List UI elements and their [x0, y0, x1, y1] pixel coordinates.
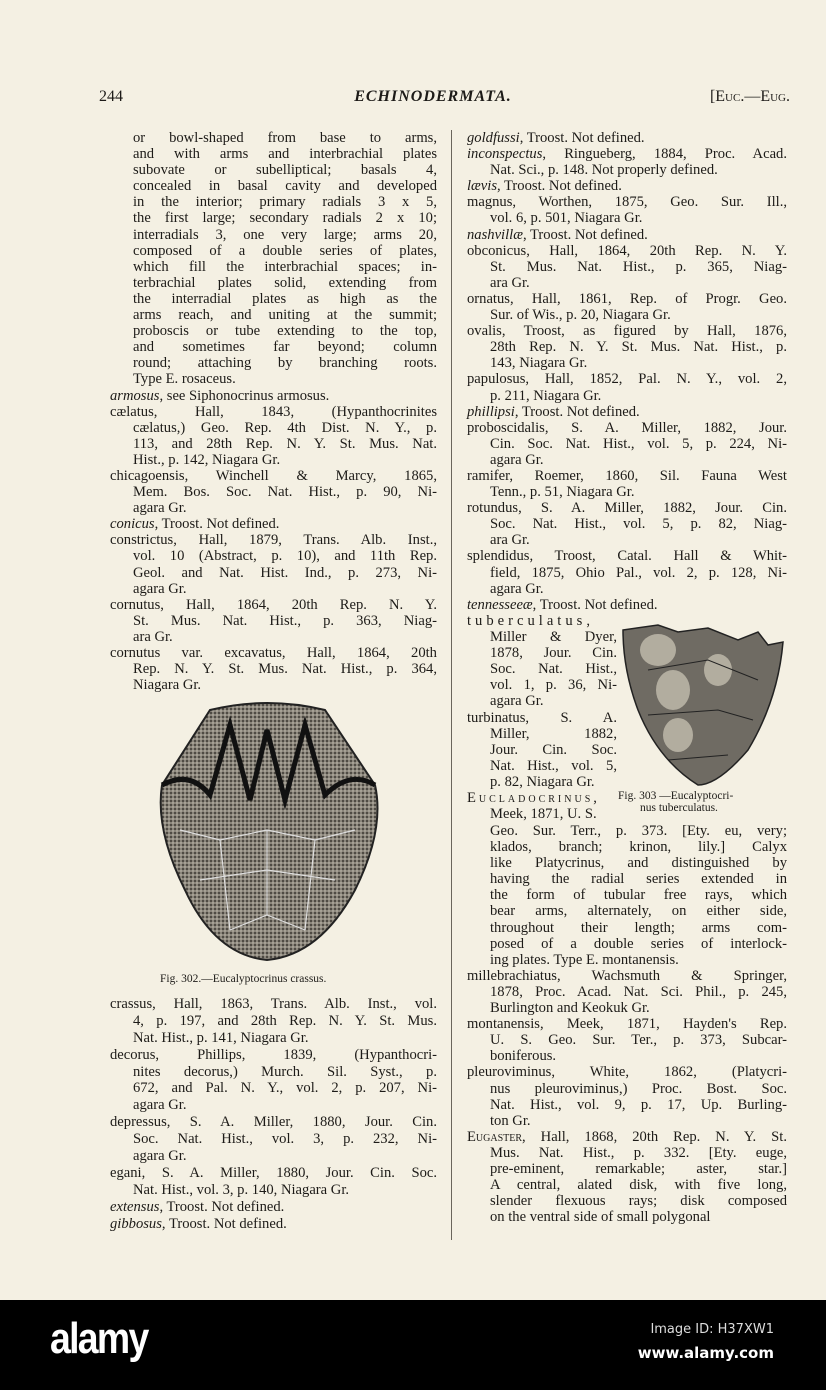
- entry-text: A central, alated disk, with five long,: [490, 1177, 787, 1194]
- entry-text: Nat. Hist., vol. 9, p. 17, Up. Burling-: [490, 1096, 787, 1113]
- entry-line: [467, 1016, 787, 1032]
- entry-line: [467, 984, 787, 1000]
- entry-name: extensus: [110, 1198, 160, 1215]
- entry-line: [467, 130, 787, 146]
- entry-line: [110, 1097, 437, 1114]
- entry-name: cornutus var. excavatus: [110, 645, 282, 661]
- entry-name: egani: [110, 1164, 142, 1181]
- entry-name: goldfussi: [467, 130, 520, 146]
- entry-line: [467, 629, 617, 645]
- entry-text: Miller & Dyer,: [490, 629, 617, 646]
- entry-text: Burlington and Keokuk Gr.: [490, 1000, 650, 1017]
- dictionary-entry: [110, 1047, 437, 1115]
- entry-line: [110, 516, 437, 532]
- entry-text: Niagara Gr.: [133, 677, 202, 694]
- figure-303-crinoid-illustration: [618, 620, 788, 788]
- intro-line: composed of a double series of plates,: [133, 242, 437, 259]
- entry-text: Miller, 1882,: [490, 725, 617, 742]
- column-divider: [451, 130, 452, 1240]
- entry-line: [467, 355, 787, 371]
- entry-line: [110, 1080, 437, 1097]
- entry-text: , Hall, 1864, 20th: [281, 645, 437, 661]
- entry-line: [467, 259, 787, 275]
- entry-line: [110, 1131, 437, 1148]
- entry-line: [467, 468, 787, 484]
- entry-line: [467, 726, 617, 742]
- entry-text: Nat. Hist., vol. 3, p. 140, Niagara Gr.: [133, 1181, 350, 1198]
- entry-name: pleuroviminus: [467, 1064, 552, 1081]
- entry-line: [467, 1145, 787, 1161]
- entry-text: Mus. Nat. Hist., p. 332. [Ety. euge,: [490, 1144, 787, 1161]
- entry-line: [467, 790, 617, 806]
- entry-line: [467, 484, 787, 500]
- entry-name: crassus: [110, 996, 153, 1012]
- entry-line: [467, 339, 787, 355]
- entry-text: pre-eminent, remarkable; aster, star.]: [490, 1160, 787, 1177]
- figure-302-crinoid-illustration: [150, 700, 385, 965]
- entry-line: [110, 1047, 437, 1064]
- entry-text: , Troost, Catal. Hall & Whit-: [529, 548, 787, 565]
- entry-name: chicagoensis: [110, 467, 185, 484]
- entry-text: , Hall, 1852, Pal. N. Y., vol. 2,: [525, 371, 787, 388]
- entry-line: [110, 1216, 437, 1233]
- entry-text: , S. A. Miller, 1880, Jour. Cin. Soc.: [141, 1164, 437, 1181]
- entry-text: boniferous.: [490, 1048, 557, 1065]
- entry-text: ton Gr.: [490, 1112, 531, 1129]
- dictionary-entry: [467, 1016, 787, 1064]
- entry-text: , S. A. Miller, 1882, Jour. Cin.: [518, 500, 787, 517]
- figure-303-caption-line-1: Fig. 303 —Eucalyptocri-: [618, 790, 734, 802]
- entry-name: ovalis: [467, 323, 502, 340]
- entry-text: , Troost. Not defined.: [514, 403, 640, 420]
- dictionary-entry: [110, 1165, 437, 1199]
- entry-line: [467, 388, 787, 404]
- dictionary-entry: [110, 1114, 437, 1165]
- entry-line: [110, 436, 437, 452]
- running-title: ECHINODERMATA.: [354, 88, 512, 105]
- entry-text: Meek, 1871, U. S.: [490, 806, 597, 823]
- entry-text: agara Gr.: [133, 1148, 187, 1165]
- watermark-banner: [0, 1300, 826, 1390]
- entry-text: , White, 1862, (Platycri-: [551, 1064, 787, 1081]
- dictionary-entry: [467, 548, 787, 596]
- entry-text: Soc. Nat. Hist., vol. 3, p. 232, Ni-: [133, 1131, 437, 1148]
- entry-text: vol. 1, p. 36, Ni-: [490, 677, 617, 694]
- dictionary-entry: [467, 468, 787, 500]
- description-line: bear arms, alternately, on either side,: [490, 903, 787, 920]
- entry-line: [467, 806, 617, 822]
- entry-text: , Phillips, 1839, (Hypanthocri-: [155, 1046, 437, 1063]
- dictionary-entry: [467, 178, 787, 194]
- entry-name: lævis: [467, 178, 497, 195]
- entry-line: [467, 1161, 787, 1177]
- entry-line: [110, 629, 437, 645]
- entry-text: , Hall, 1864, 20th Rep. N. Y.: [160, 596, 437, 613]
- entry-line: [467, 758, 617, 774]
- entry-text: vol. 6, p. 501, Niagara Gr.: [490, 210, 643, 227]
- dictionary-entry: [110, 468, 437, 516]
- entry-text: , Troost. Not defined.: [159, 1198, 285, 1215]
- entry-line: [467, 500, 787, 516]
- entry-text: cælatus,) Geo. Rep. 4th Dist. N. Y., p.: [133, 419, 437, 436]
- intro-line: concealed in basal cavity and developed: [133, 178, 437, 195]
- entry-text: Jour. Cin. Soc.: [490, 741, 617, 758]
- dictionary-entry: [467, 1129, 787, 1226]
- entry-text: , S. A. Miller, 1880, Jour. Cin.: [166, 1114, 437, 1131]
- entry-line: [110, 1148, 437, 1165]
- entry-line: [110, 661, 437, 677]
- entry-line: [110, 613, 437, 629]
- entry-text: U. S. Geo. Sur. Ter., p. 373, Subcar-: [490, 1032, 787, 1049]
- intro-line: in the interior; primary radials 3 x 5,: [133, 194, 437, 211]
- entry-line: [467, 1209, 787, 1225]
- entry-line: [467, 1193, 787, 1209]
- right-column-narrow: [467, 613, 617, 822]
- intro-line: terbrachial plates solid, extending from: [133, 274, 437, 291]
- entry-line: [467, 1048, 787, 1064]
- dictionary-entry: [467, 710, 617, 790]
- entry-text: agara Gr.: [133, 500, 187, 517]
- entry-line: [110, 597, 437, 613]
- entry-name: ramifer: [467, 467, 510, 484]
- intro-line: or bowl-shaped from base to arms,: [133, 130, 437, 146]
- entry-text: , Hall, 1861, Rep. of Progr. Geo.: [509, 290, 787, 307]
- entry-line: [467, 581, 787, 597]
- entry-name: rotundus: [467, 500, 519, 517]
- entry-text: nus pleuroviminus,) Proc. Bost. Soc.: [490, 1080, 787, 1097]
- image-id: Image ID: H37XW1: [650, 1322, 774, 1337]
- dictionary-entry: [467, 420, 787, 468]
- entry-name: proboscidalis: [467, 419, 545, 436]
- entry-name: tuberculatus: [467, 613, 587, 629]
- entry-line: [110, 677, 437, 693]
- dictionary-entry: [467, 968, 787, 1016]
- left-column-upper: [110, 130, 437, 693]
- entry-name: ornatus: [467, 290, 510, 307]
- entry-text: , Troost. Not defined.: [154, 516, 280, 533]
- entry-line: [467, 420, 787, 436]
- dictionary-entry: [467, 613, 617, 710]
- entry-name: papulosus: [467, 371, 526, 388]
- entry-line: [110, 484, 437, 500]
- description-line: posed of a double series of interlock-: [490, 935, 787, 952]
- entry-name: obconicus: [467, 242, 527, 259]
- dictionary-entry: [467, 371, 787, 403]
- entry-text: field, 1875, Ohio Pal., vol. 2, p. 128, Ni-: [490, 564, 787, 581]
- entry-text: 113, and 28th Rep. N. Y. St. Mus. Nat.: [133, 435, 437, 452]
- entry-text: , Troost. Not defined.: [522, 226, 648, 243]
- entry-line: [467, 548, 787, 564]
- entry-text: agara Gr.: [490, 580, 544, 597]
- entry-line: [110, 500, 437, 516]
- dictionary-entry: [110, 532, 437, 596]
- entry-text: on the ventral side of small polygonal: [490, 1209, 711, 1226]
- entry-line: [467, 661, 617, 677]
- dictionary-entry: [467, 790, 617, 822]
- entry-text: agara Gr.: [133, 1097, 187, 1114]
- intro-line: proboscis or tube extending to the top,: [133, 323, 437, 340]
- entry-text: 1878, Jour. Cin.: [490, 645, 617, 662]
- description-line: like Platycrinus, and distinguished by: [490, 855, 787, 872]
- entry-line: [110, 1064, 437, 1081]
- entry-name: tennesseeæ: [467, 596, 533, 613]
- entry-line: [467, 742, 617, 758]
- entry-name: turbinatus: [467, 709, 526, 726]
- dictionary-entry: [467, 404, 787, 420]
- entry-text: 672, and Pal. N. Y., vol. 2, p. 207, Ni-: [133, 1080, 437, 1097]
- description-line: the form of tubular free rays, which: [490, 887, 787, 904]
- entry-text: , Ringueberg, 1884, Proc. Acad.: [542, 146, 787, 163]
- entry-line: [467, 677, 617, 693]
- entry-name: Eugaster: [467, 1128, 523, 1145]
- entry-line: [467, 452, 787, 468]
- entry-line: [467, 162, 787, 178]
- dictionary-entry: [110, 645, 437, 693]
- entry-name: Eucladocrinus: [467, 790, 594, 807]
- intro-line: round; attaching by branching roots.: [133, 355, 437, 372]
- entry-name: cornutus: [110, 596, 161, 613]
- entry-line: [467, 1064, 787, 1080]
- entry-name: constrictus: [110, 532, 174, 549]
- entry-line: [110, 388, 437, 404]
- right-column-upper: [467, 130, 787, 613]
- entry-text: 4, p. 197, and 28th Rep. N. Y. St. Mus.: [133, 1012, 437, 1029]
- entry-line: [467, 1081, 787, 1097]
- entry-line: [467, 291, 787, 307]
- entry-text: Tenn., p. 51, Niagara Gr.: [490, 484, 635, 501]
- dictionary-entry: [467, 597, 787, 613]
- entry-line: [467, 532, 787, 548]
- entry-text: St. Mus. Nat. Hist., p. 363, Niag-: [133, 612, 437, 629]
- entry-text: , S. A. Miller, 1882, Jour.: [544, 419, 787, 436]
- entry-text: , Worthen, 1875, Geo. Sur. Ill.,: [512, 194, 787, 211]
- entry-line: [110, 565, 437, 581]
- entry-name: gibbosus: [110, 1215, 162, 1232]
- entry-line: [467, 1177, 787, 1193]
- entry-line: [467, 146, 787, 162]
- dictionary-entry: [467, 291, 787, 323]
- alamy-logo: alamy: [50, 1314, 148, 1363]
- dictionary-entry: [110, 1199, 437, 1216]
- dictionary-entry: [467, 130, 787, 146]
- entry-name: inconspectus: [467, 146, 543, 163]
- dictionary-entry: [467, 1064, 787, 1128]
- dictionary-entry: [110, 996, 437, 1047]
- entry-text: , Troost. Not defined.: [519, 130, 645, 146]
- entry-name: phillipsi: [467, 403, 515, 420]
- description-line: having the radial series extended in: [490, 871, 787, 888]
- entry-line: [467, 243, 787, 259]
- entry-line: [467, 178, 787, 194]
- entry-text: p. 82, Niagara Gr.: [490, 773, 595, 790]
- entry-text: vol. 10 (Abstract, p. 10), and 11th Rep.: [133, 548, 437, 565]
- entry-text: Cin. Soc. Nat. Hist., vol. 5, p. 224, Ni-: [490, 435, 787, 452]
- entry-line: [467, 693, 617, 709]
- intro-line: which fill the interbrachial spaces; in-: [133, 258, 437, 275]
- intro-line: the first large; secondary radials 2 x 10;: [133, 210, 437, 227]
- entry-text: Nat. Hist., p. 141, Niagara Gr.: [133, 1029, 309, 1046]
- entry-text: ,: [586, 613, 590, 629]
- dictionary-entry: [467, 227, 787, 243]
- entry-text: Geol. and Nat. Hist. Ind., p. 273, Ni-: [133, 564, 437, 581]
- entry-line: [467, 194, 787, 210]
- entry-text: agara Gr.: [490, 451, 544, 468]
- entry-text: , Troost. Not defined.: [497, 178, 622, 195]
- intro-line: and sometimes far beyond; column: [133, 339, 437, 356]
- entry-text: Nat. Hist., vol. 5,: [490, 757, 617, 774]
- entry-line: [467, 323, 787, 339]
- entry-line: [467, 774, 617, 790]
- entry-line: [467, 613, 617, 629]
- dictionary-entry: [467, 323, 787, 371]
- entry-text: agara Gr.: [133, 580, 187, 597]
- entry-text: 143, Niagara Gr.: [490, 355, 588, 372]
- entry-line: [467, 404, 787, 420]
- entry-line: [467, 968, 787, 984]
- entry-line: [467, 275, 787, 291]
- entry-text: Hist., p. 142, Niagara Gr.: [133, 451, 281, 468]
- entry-line: [110, 548, 437, 564]
- description-line: ing plates. Type E. montanensis.: [490, 951, 679, 968]
- entry-line: [467, 1129, 787, 1145]
- intro-line: arms reach, and uniting at the summit;: [133, 307, 437, 324]
- dictionary-entry: [110, 388, 437, 404]
- entry-line: [110, 645, 437, 661]
- entry-text: p. 211, Niagara Gr.: [490, 387, 602, 404]
- entry-text: agara Gr.: [490, 693, 544, 710]
- entry-text: ara Gr.: [133, 628, 173, 645]
- entry-range: [Euc.—Eug.: [709, 88, 790, 105]
- entry-line: [110, 581, 437, 597]
- page-number: 244: [99, 88, 123, 105]
- entry-text: Sur. of Wis., p. 20, Niagara Gr.: [490, 307, 671, 324]
- right-column-lower: [467, 823, 787, 1225]
- entry-name: depressus: [110, 1114, 167, 1131]
- entry-text: St. Mus. Nat. Hist., p. 365, Niag-: [490, 258, 787, 275]
- entry-name: montanensis: [467, 1016, 540, 1033]
- entry-text: Nat. Sci., p. 148. Not properly defined.: [490, 162, 718, 179]
- dictionary-entry: [467, 194, 787, 226]
- site-url: www.alamy.com: [637, 1344, 774, 1362]
- entry-text: , Troost. Not defined.: [532, 596, 658, 613]
- dictionary-entry: [467, 500, 787, 548]
- entry-text: , Meek, 1871, Hayden's Rep.: [539, 1016, 787, 1033]
- entry-text: , Winchell & Marcy, 1865,: [184, 467, 437, 484]
- description-line: klados, branch; krinon, lily.] Calyx: [490, 839, 787, 856]
- entry-line: [110, 1013, 437, 1030]
- entry-name: conicus: [110, 516, 155, 533]
- entry-text: Soc. Nat. Hist., vol. 5, p. 82, Niag-: [490, 516, 787, 533]
- entry-line: [467, 645, 617, 661]
- dictionary-entry: [467, 146, 787, 178]
- dictionary-entry: [110, 404, 437, 468]
- left-column-lower: [110, 996, 437, 1232]
- entry-text: , Hall, 1868, 20th Rep. N. Y. St.: [522, 1128, 787, 1145]
- entry-text: Rep. N. Y. St. Mus. Nat. Hist., p. 364,: [133, 661, 437, 678]
- dictionary-entry: [110, 1216, 437, 1233]
- entry-text: , Hall, 1879, Trans. Alb. Inst.,: [173, 532, 437, 549]
- entry-line: [110, 1030, 437, 1047]
- intro-line: interradials 3, one very large; arms 20,: [133, 226, 437, 243]
- entry-line: [110, 1165, 437, 1182]
- entry-line: [110, 468, 437, 484]
- entry-line: [467, 227, 787, 243]
- entry-line: [467, 597, 787, 613]
- entry-line: [467, 436, 787, 452]
- intro-line: and with arms and interbrachial plates: [133, 146, 437, 163]
- entry-text: , Hall, 1864, 20th Rep. N. Y.: [526, 242, 787, 259]
- entry-line: [110, 404, 437, 420]
- entry-text: ara Gr.: [490, 274, 530, 291]
- entry-text: Soc. Nat. Hist.,: [490, 661, 617, 678]
- entry-text: , Hall, 1863, Trans. Alb. Inst., vol.: [152, 996, 437, 1012]
- entry-text: , see Siphonocrinus armosus.: [159, 387, 330, 404]
- entry-line: [110, 532, 437, 548]
- entry-name: splendidus: [467, 548, 530, 565]
- entry-text: nites decorus,) Murch. Sil. Syst., p.: [133, 1063, 437, 1080]
- entry-text: , Troost, as figured by Hall, 1876,: [501, 323, 787, 340]
- entry-line: [467, 1113, 787, 1129]
- dictionary-entry: [467, 243, 787, 291]
- entry-text: , Wachsmuth & Springer,: [556, 967, 787, 984]
- entry-line: [110, 1182, 437, 1199]
- entry-line: [110, 452, 437, 468]
- entry-line: [467, 565, 787, 581]
- intro-line: subovate or subelliptical; basals 4,: [133, 162, 437, 179]
- entry-name: cælatus: [110, 403, 154, 420]
- entry-line: [467, 710, 617, 726]
- entry-text: ara Gr.: [490, 532, 530, 549]
- entry-line: [467, 210, 787, 226]
- entry-line: [467, 1097, 787, 1113]
- entry-text: Mem. Bos. Soc. Nat. Hist., p. 90, Ni-: [133, 484, 437, 501]
- description-line: throughout their length; arms com-: [490, 919, 787, 936]
- entry-line: [110, 1114, 437, 1131]
- entry-text: , Hall, 1843, (Hypanthocrinites: [153, 403, 437, 420]
- entry-name: magnus: [467, 194, 513, 211]
- dictionary-entry: [110, 516, 437, 532]
- entry-line: [467, 516, 787, 532]
- entry-name: decorus: [110, 1046, 156, 1063]
- entry-text: slender flexuous rays; disk composed: [490, 1193, 787, 1210]
- entry-text: , S. A.: [525, 709, 617, 726]
- entry-text: 1878, Proc. Acad. Nat. Sci. Phil., p. 245,: [490, 983, 787, 1000]
- entry-line: [110, 996, 437, 1013]
- entry-line: [110, 1199, 437, 1216]
- entry-line: [467, 1032, 787, 1048]
- entry-text: 28th Rep. N. Y. St. Mus. Nat. Hist., p.: [490, 339, 787, 356]
- entry-name: nashvillæ: [467, 226, 523, 243]
- intro-line: the interradial plates as high as the: [133, 290, 437, 307]
- figure-303-caption-line-2: nus tuberculatus.: [640, 802, 718, 814]
- entry-line: [110, 420, 437, 436]
- entry-line: [467, 371, 787, 387]
- entry-line: [467, 307, 787, 323]
- dictionary-entry: [110, 597, 437, 645]
- entry-text: , Roemer, 1860, Sil. Fauna West: [509, 467, 787, 484]
- entry-name: armosus: [110, 387, 160, 404]
- entry-name: millebrachiatus: [467, 967, 557, 984]
- entry-text: ,: [593, 790, 597, 807]
- intro-line: Type E. rosaceus.: [133, 371, 236, 388]
- entry-text: , Troost. Not defined.: [161, 1215, 287, 1232]
- description-line: Geo. Sur. Terr., p. 373. [Ety. eu, very;: [490, 823, 787, 839]
- figure-302-caption: Fig. 302.—Eucalyptocrinus crassus.: [160, 973, 327, 985]
- entry-line: [467, 1000, 787, 1016]
